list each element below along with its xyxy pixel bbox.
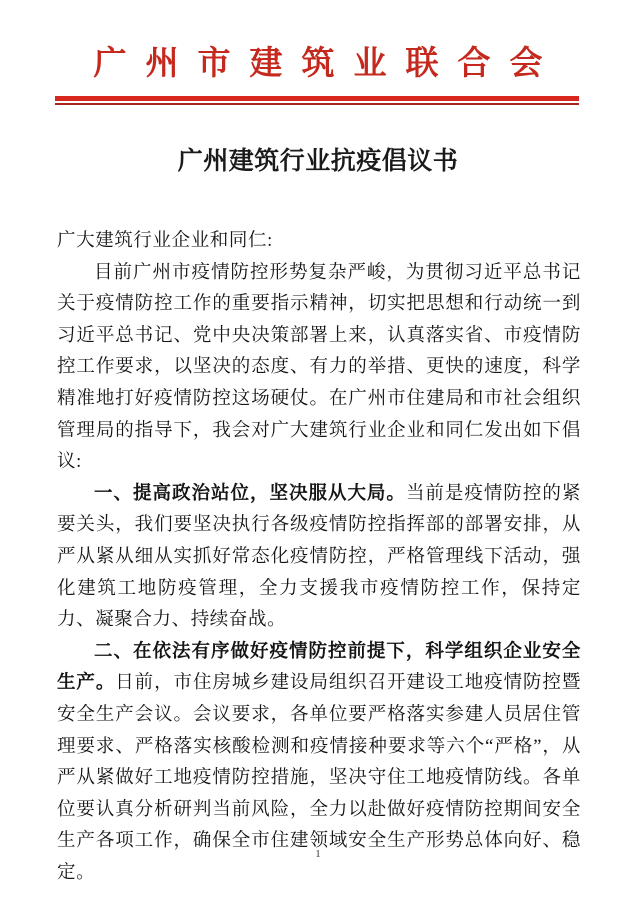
page-number: 1	[315, 848, 321, 860]
letterhead-rule-thin	[55, 103, 579, 105]
paragraph-item-two-text: 日前，市住房城乡建设局组织召开建设工地疫情防控暨安全生产会议。会议要求，各单位要严格落实参建人员居住管理要求、严格落实核酸检测和疫情接种要求等六个“严格”，从严从紧做好工地疫情防控措施，坚决守住工地疫情防线。各单位要认真分析研判当前风险，全力以赴做好疫情防控期间安全生产各项工作，确保全市住建领域安全生产形势总体向好、稳定。	[57, 673, 581, 883]
letterhead-divider	[55, 96, 579, 105]
paragraph-item-one	[57, 479, 581, 637]
letterhead	[0, 44, 636, 85]
paragraph-item-one-lead: 一、提高政治站位，坚决服从大局。	[94, 483, 406, 504]
salutation: 广大建筑行业企业和同仁:	[57, 231, 273, 251]
paragraph-item-one-text: 当前是疫情防控的紧要关头，我们要坚决执行各级疫情防控指挥部的部署安排，从严从紧从细从实抓好常态化疫情防控，严格管理线下活动，强化建筑工地防疫管理，全力支援我市疫情防控工作，保持定力、凝聚合力、持续奋战。	[57, 483, 581, 631]
paragraph-intro	[57, 258, 581, 479]
document-title: 广州建筑行业抗疫倡议书	[177, 148, 459, 175]
paragraph-intro-text: 目前广州市疫情防控形势复杂严峻，为贯彻习近平总书记关于疫情防控工作的重要指示精神，切实把思想和行动统一到习近平总书记、党中央决策部署上来，认真落实省、市疫情防控工作要求，以坚决的态度、有力的举措、更快的速度，科学精准地打好疫情防控这场硬仗。在广州市住建局和市社会组织管理局的指导下，我会对广大建筑行业企业和同仁发出如下倡议:	[57, 262, 581, 473]
paragraph-item-two-lead: 二、在依法有序做好疫情防控前提下，科学组织企业安全生产。	[57, 641, 581, 694]
document-body	[57, 226, 581, 889]
letterhead-organization-name: 广州市建筑业联合会	[93, 46, 562, 82]
